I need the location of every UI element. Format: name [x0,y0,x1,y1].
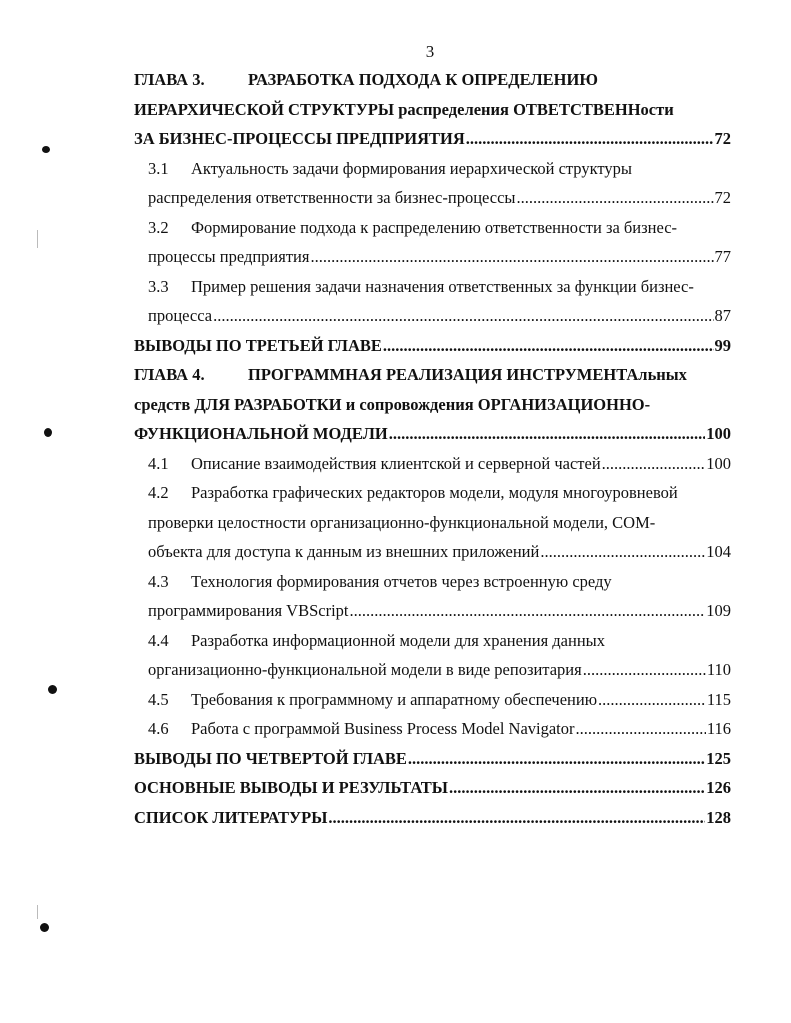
chapter-4-title-line-3: ФУНКЦИОНАЛЬНОЙ МОДЕЛИ [134,424,388,443]
section-title-cont: распределения ответственности за бизнес-процессы [148,188,516,207]
section-4-2-line-3[interactable] [134,537,731,567]
section-3-1-line-1[interactable] [134,154,731,184]
section-number: 3.1 [148,158,169,178]
dot-leader [598,685,706,715]
chapter-3-title-line-3: ЗА БИЗНЕС-ПРОЦЕССЫ ПРЕДПРИЯТИЯ [134,129,465,148]
section-title-cont: организационно-функциональной модели в виде репозитария [148,660,582,679]
chapter-3-conclusion-entry[interactable] [134,331,731,361]
dot-leader [466,124,714,154]
section-3-3-line-1[interactable] [134,272,731,302]
section-page: 116 [706,719,731,738]
section-number: 4.5 [148,689,169,709]
section-4-2-line-1[interactable] [134,478,731,508]
chapter-3-conclusion-title: ВЫВОДЫ ПО ТРЕТЬЕЙ ГЛАВЕ [134,335,382,355]
scan-speck [42,146,50,153]
scan-speck [40,923,49,932]
section-title-cont: программирования VBScript [148,601,349,620]
section-page: 110 [706,660,731,679]
section-number: 3.2 [148,217,169,237]
section-page: 115 [706,689,731,709]
scan-line [37,905,38,919]
section-page: 104 [706,542,731,561]
section-title-cont: объекта для доступа к данным из внешних приложений [148,542,540,561]
section-4-1[interactable] [134,449,731,479]
dot-leader [583,655,706,685]
chapter-4-number: ГЛАВА 4. [134,365,205,384]
section-title-wrap [148,685,597,715]
references-entry[interactable] [134,803,731,833]
section-title: Разработка графических редакторов модели, модуля многоуровневой [191,483,678,502]
section-4-2-line-2[interactable] [134,508,731,538]
chapter-3-title-line-2: ИЕРАРХИЧЕСКОЙ СТРУКТУРЫ распределения ОТВЕТСТВЕННости [134,99,674,119]
section-title: Технология формирования отчетов через встроенную среду [191,571,612,591]
chapter-4-page: 100 [706,424,731,443]
section-page: 100 [706,453,731,473]
chapter-4-title-line-2: средств ДЛЯ РАЗРАБОТКИ и сопровождения ОРГАНИЗАЦИОННО- [134,394,651,414]
chapter-4-conclusion-title: ВЫВОДЫ ПО ЧЕТВЕРТОЙ ГЛАВЕ [134,748,407,768]
section-number: 3.3 [148,276,169,296]
section-title: Описание взаимодействия клиентской и серверной частей [191,453,601,473]
chapter-3-conclusion-page: 99 [714,335,731,355]
chapter-3-title-line-1: РАЗРАБОТКА ПОДХОДА К ОПРЕДЕЛЕНИЮ [248,70,598,89]
section-title: Пример решения задачи назначения ответственных за функции бизнес- [191,276,694,296]
section-page: 77 [714,247,731,266]
section-number: 4.3 [148,571,169,591]
chapter-4-conclusion-page: 125 [706,748,731,768]
chapter-4-conclusion-entry[interactable] [134,744,731,774]
scan-line [37,230,38,248]
section-title-cont: проверки целостности организационно-функциональной модели, COM- [148,512,656,532]
section-title-wrap [148,449,601,479]
chapter-4-heading-line-1 [134,360,731,390]
scan-speck [44,428,52,437]
section-4-3-line-1[interactable] [134,567,731,597]
section-number: 4.6 [148,719,169,738]
chapter-3-number: ГЛАВА 3. [134,70,205,89]
section-number: 4.4 [148,630,169,650]
section-4-4-line-2[interactable] [134,655,731,685]
section-title-cont: процесса [148,306,213,325]
main-conclusions-page: 126 [706,778,731,797]
section-number: 4.2 [148,483,169,502]
dot-leader [540,537,705,567]
chapter-3-heading-line-2 [134,95,731,125]
dot-leader [328,803,705,833]
dot-leader [310,242,713,272]
dot-leader [602,449,706,479]
main-conclusions-title: ОСНОВНЫЕ ВЫВОДЫ И РЕЗУЛЬТАТЫ [134,778,448,797]
section-4-3-line-2[interactable] [134,596,731,626]
section-3-2-line-2[interactable] [134,242,731,272]
chapter-4-title-line-1: ПРОГРАММНАЯ РЕАЛИЗАЦИЯ ИНСТРУМЕНТАльных [248,365,687,384]
section-page: 72 [714,188,731,207]
main-conclusions-entry[interactable] [134,773,731,803]
dot-leader [389,419,705,449]
section-3-2-line-1[interactable] [134,213,731,243]
section-page: 109 [706,601,731,620]
references-page: 128 [706,807,731,827]
chapter-4-entry[interactable] [134,419,731,449]
section-title-cont: процессы предприятия [148,247,310,266]
dot-leader [517,183,714,213]
dot-leader [408,744,705,774]
section-page: 87 [714,306,731,325]
scan-speck [48,685,57,694]
section-title: Работа с программой Business Process Model Navigator [191,719,575,738]
section-3-1-line-2[interactable] [134,183,731,213]
dot-leader [576,714,706,744]
section-4-6[interactable] [134,714,731,744]
table-of-contents [134,65,731,832]
dot-leader [213,301,713,331]
section-title: Требования к программному и аппаратному обеспечению [191,689,598,709]
dot-leader [449,773,705,803]
chapter-3-page: 72 [714,129,731,148]
references-title: СПИСОК ЛИТЕРАТУРЫ [134,807,328,827]
chapter-3-heading-line-1 [134,65,731,95]
section-4-4-line-1[interactable] [134,626,731,656]
section-title-wrap [148,714,575,744]
section-3-3-line-2[interactable] [134,301,731,331]
page-number: 3 [425,42,435,61]
chapter-3-entry[interactable] [134,124,731,154]
dot-leader [350,596,706,626]
section-title: Разработка информационной модели для хранения данных [191,630,606,650]
section-title: Актуальность задачи формирования иерархической структуры [191,158,632,178]
section-title: Формирование подхода к распределению ответственности за бизнес- [191,217,678,237]
section-number: 4.1 [148,453,169,473]
dot-leader [383,331,714,361]
chapter-4-heading-line-2 [134,390,731,420]
section-4-5[interactable] [134,685,731,715]
